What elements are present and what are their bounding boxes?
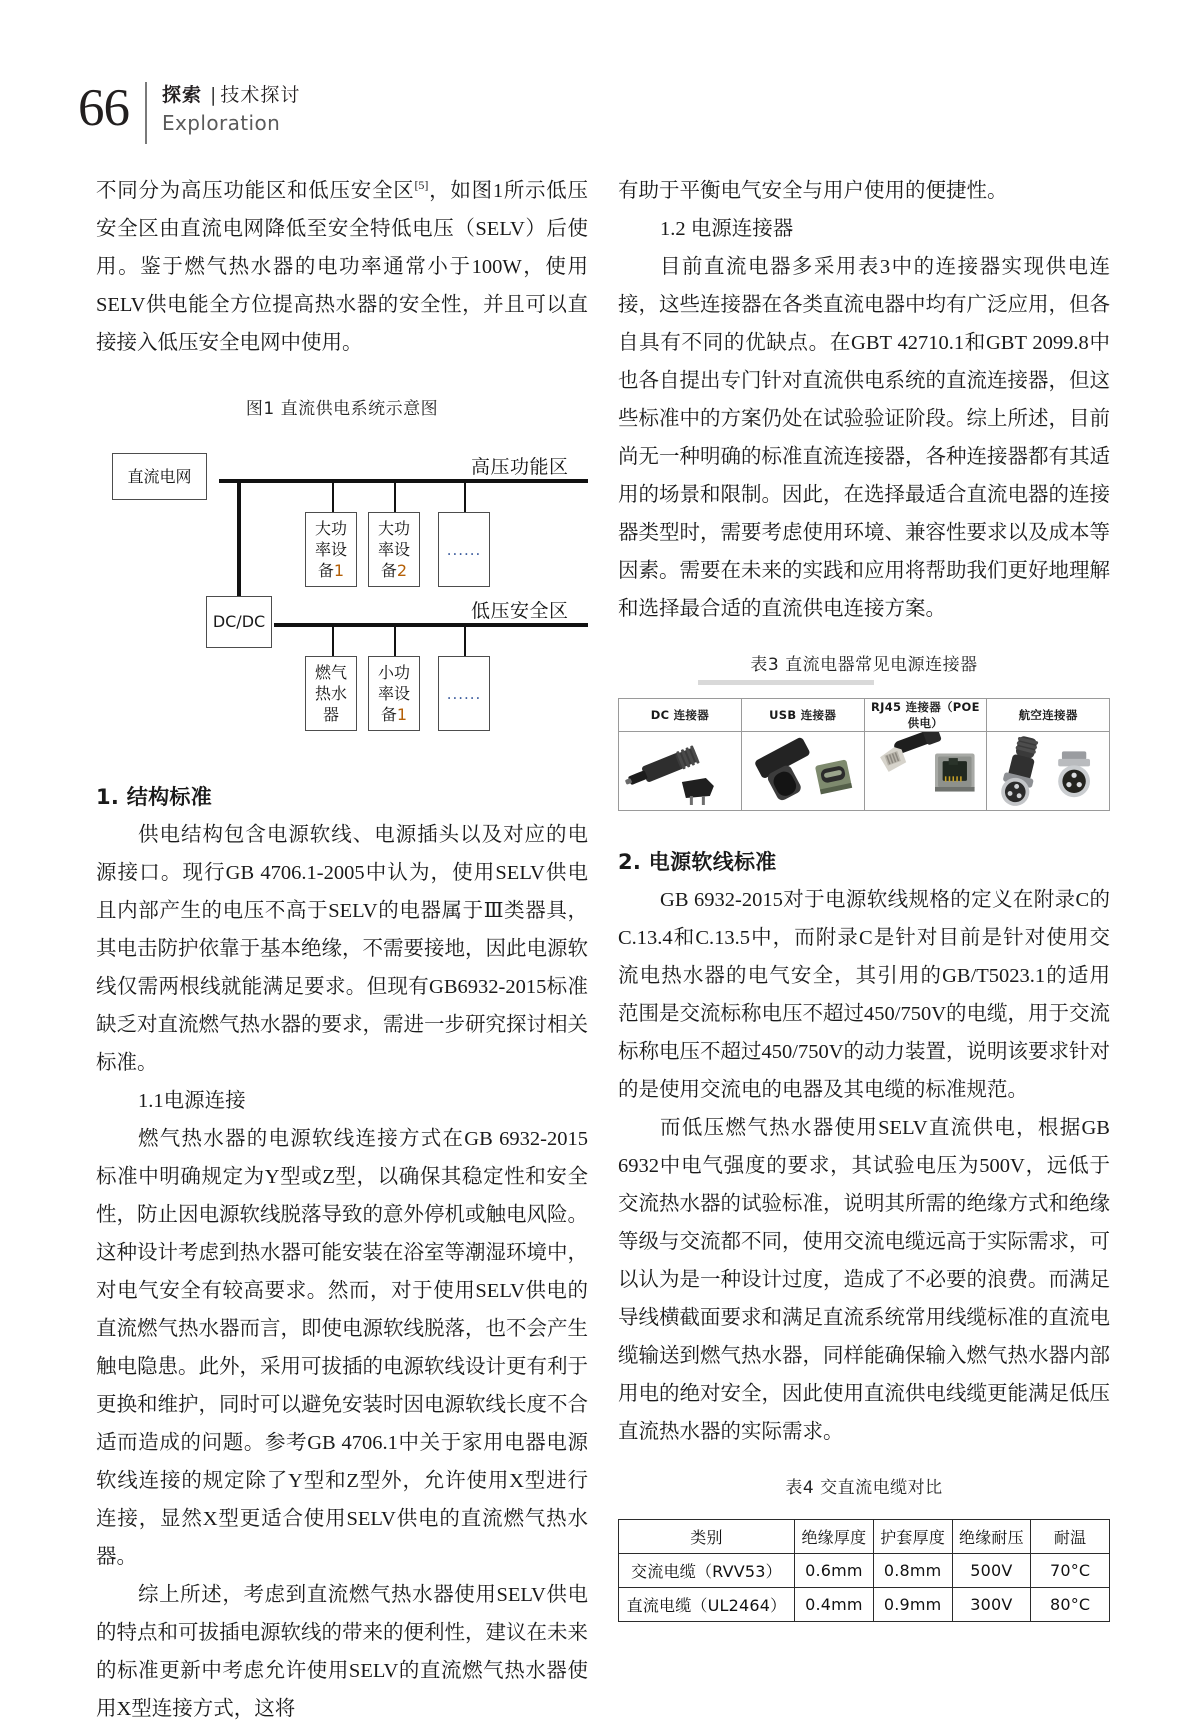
figure-box-heater-text	[315, 662, 347, 725]
table-3-cell-rj45	[864, 732, 987, 811]
figure-box-high-more	[438, 512, 490, 587]
figure-box-lp1-line2: 率设	[377, 684, 410, 703]
header-separator: |	[210, 84, 218, 106]
stub-low-device-2	[394, 623, 396, 657]
table-4-caption: 表4 交直流电缆对比	[785, 1478, 943, 1498]
table-3-cell-dc	[619, 732, 742, 811]
figure-box-dc-grid-label: 直流电网	[127, 466, 192, 486]
table-3-header-dc: DC 连接器	[619, 699, 742, 732]
stub-high-device-3	[464, 479, 466, 513]
bus-trunk-vertical	[237, 479, 241, 598]
figure-box-high-power-device-2	[368, 512, 420, 587]
figure-box-low-more-label: ......	[446, 684, 482, 703]
table-4-header-row	[619, 1520, 1110, 1554]
paragraph-summary-x-type: 综上所述，考虑到直流燃气热水器使用SELV供电的特点和可拔插电源软线的带来的便利性，建议在未来的标准更新中考虑允许使用SELV的直流燃气热水器使用X型连接方式，这将	[96, 1584, 588, 1720]
figure-box-low-power-device-1	[368, 656, 420, 731]
table-4-header-insulation-thickness: 绝缘厚度	[795, 1520, 874, 1554]
table-4-r2-category: 直流电缆（UL2464）	[619, 1588, 795, 1622]
figure-box-dc-grid	[112, 453, 207, 500]
table-3-image-row	[619, 732, 1110, 811]
table-row	[619, 1588, 1110, 1622]
citation-ref-5: [5]	[414, 178, 429, 193]
table-3-header-rj45: RJ45 连接器（POE 供电）	[864, 699, 987, 732]
table-4-r1-voltage: 500V	[952, 1554, 1031, 1588]
table-3-header-usb: USB 连接器	[741, 699, 864, 732]
figure-box-lp1-index: 1	[396, 705, 408, 724]
right-text-column	[618, 172, 1110, 1622]
table-4-r2-temp: 80°C	[1031, 1588, 1110, 1622]
figure-box-dcdc	[206, 596, 272, 648]
stub-low-device-1	[332, 623, 334, 657]
stub-high-device-1	[332, 479, 334, 513]
table-4-r1-temp: 70°C	[1031, 1554, 1110, 1588]
header-subsection-cn: 技术探讨	[220, 84, 301, 106]
table-4-header-sheath-thickness: 护套厚度	[873, 1520, 952, 1554]
figure-box-lp1-line1: 小功	[377, 663, 410, 682]
table-4-r1-sheath: 0.8mm	[873, 1554, 952, 1588]
table-4-header-category: 类别	[619, 1520, 795, 1554]
page-running-header	[78, 78, 300, 150]
figure-1-dc-power-system-diagram	[96, 446, 588, 768]
figure-box-hp1-line1: 大功	[314, 519, 347, 538]
left-text-column	[96, 172, 588, 1728]
figure-box-gas-water-heater	[305, 656, 357, 731]
dc-barrel-connector-photo	[619, 732, 741, 810]
figure-box-hp1-line2: 率设	[314, 540, 347, 559]
paragraph-connectors: 目前直流电器多采用表3中的连接器实现供电连接，这些连接器在各类直流电器中均有广泛应用，但各自具有不同的优缺点。在GBT 42710.1和GBT 2099.8中也各自提出专门针对直流供电系统的直流连接器，但这些标准中的方案仍处在试验验证阶段。综上所述，目前尚无一种明确的标准直流连接器，各种连接器都有其适用的场景和限制。因此，在选择最适合直流电器的连接器类型时，需要考虑使用环境、兼容性要求以及成本等因素。需要在未来的实践和应用将帮助我们更好地理解和选择最合适的直流供电连接方案。	[618, 256, 1110, 620]
paragraph-intro-part2: ，如图1所示低压安全区由直流电网降低至安全特低电压（SELV）后使用。鉴于燃气热水器的电功率通常小于100W，使用SELV供电能全方位提高热水器的安全性，并且可以直接接入低压安全电网中使用。	[96, 180, 589, 354]
stub-high-device-2	[394, 479, 396, 513]
page-number: 66	[78, 79, 129, 137]
figure-box-dcdc-label: DC/DC	[212, 612, 266, 631]
figure-zone-label-high-voltage: 高压功能区	[471, 456, 569, 478]
table-3-cell-usb	[741, 732, 864, 811]
table-3-cell-aviation	[987, 732, 1110, 811]
table-4-r1-category: 交流电缆（RVV53）	[619, 1554, 795, 1588]
figure-box-hp1-line3: 备	[317, 561, 334, 580]
table-4-r2-insulation: 0.4mm	[795, 1588, 874, 1622]
table-3-header-row	[619, 699, 1110, 732]
figure-box-hp2-line1: 大功	[377, 519, 410, 538]
paragraph-intro-part1: 不同分为高压功能区和低压安全区	[96, 180, 415, 202]
figure-box-heater-line1: 燃气	[314, 663, 347, 682]
header-divider	[145, 82, 147, 144]
figure-box-heater-line2: 热水	[314, 684, 347, 703]
table-4-r2-voltage: 300V	[952, 1588, 1031, 1622]
paragraph-cord-standard: GB 6932-2015对于电源软线规格的定义在附录C的C.13.4和C.13.5中，而附录C是针对目前是针对使用交流电热水器的电气安全，其引用的GB/T5023.1的适用范围是交流标称电压不超过450/750V的电缆，用于交流标称电压不超过450/750V的动力装置，说明该要求针对的是使用交流电的电器及其电缆的标准规范。	[618, 889, 1110, 1101]
header-section-cn: 探索	[162, 84, 203, 106]
figure-box-hp2-line3: 备	[380, 561, 397, 580]
table-3-dc-connectors	[618, 698, 1110, 811]
table-3-caption: 表3 直流电器常见电源连接器	[750, 655, 978, 675]
heading-subsection-1-2: 1.2 电源连接器	[660, 218, 794, 240]
stub-low-device-3	[464, 623, 466, 657]
heading-section-1: 1. 结构标准	[96, 785, 212, 809]
header-text-group	[162, 78, 300, 138]
paragraph-intro	[96, 172, 588, 362]
table-4-r1-insulation: 0.6mm	[795, 1554, 874, 1588]
table-4-r2-sheath: 0.9mm	[873, 1588, 952, 1622]
header-english-line: Exploration	[162, 111, 281, 135]
figure-box-high-more-label: ......	[446, 540, 482, 559]
rj45-connector-photo	[865, 732, 987, 810]
aviation-connector-photo	[987, 732, 1109, 810]
bus-low-voltage	[274, 623, 588, 627]
figure-box-hp2-text	[378, 518, 410, 581]
figure-box-hp2-line2: 率设	[377, 540, 410, 559]
heading-subsection-1-1: 1.1电源连接	[138, 1090, 246, 1112]
paragraph-continuation: 有助于平衡电气安全与用户使用的便捷性。	[618, 180, 1008, 202]
table-row	[619, 1554, 1110, 1588]
paragraph-selv-dc-supply: 而低压燃气热水器使用SELV直流供电，根据GB 6932中电气强度的要求，其试验电压为500V，远低于交流热水器的试验标准，说明其所需的绝缘方式和绝缘等级与交流都不同，使用交流电缆远高于实际需求，可以认为是一种设计过度，造成了不必要的浪费。而满足导线横截面要求和满足直流系统常用线缆标准的直流电缆输送到燃气热水器，同样能确保输入燃气热水器内部用电的绝对安全，因此使用直流供电线缆更能满足低压直流热水器的实际需求。	[618, 1117, 1110, 1443]
figure-box-lp1-text	[378, 662, 410, 725]
figure-1-caption: 图1 直流供电系统示意图	[245, 399, 439, 419]
figure-box-lp1-line3: 备	[380, 705, 397, 724]
figure-box-hp1-index: 1	[333, 561, 345, 580]
paragraph-structure-standard: 供电结构包含电源软线、电源插头以及对应的电源接口。现行GB 4706.1-2005中认为，使用SELV供电且内部产生的电压不高于SELV的电器属于Ⅲ类器具，其电击防护依靠于基本绝缘，不需要接地，因此电源软线仅需两根线就能满足要求。但现有GB6932-2015标准缺乏对直流燃气热水器的要求，需进一步研究探讨相关标准。	[96, 824, 588, 1074]
bus-high-voltage	[219, 479, 588, 483]
figure-box-hp1-text	[315, 518, 347, 581]
figure-box-heater-line3: 器	[322, 705, 339, 724]
table-4-header-temperature-rating: 耐温	[1031, 1520, 1110, 1554]
heading-section-2: 2. 电源软线标准	[618, 850, 777, 874]
table-4-header-dielectric-strength: 绝缘耐压	[952, 1520, 1031, 1554]
figure-zone-label-low-voltage: 低压安全区	[471, 600, 569, 622]
figure-box-high-power-device-1	[305, 512, 357, 587]
table-3-header-aviation: 航空连接器	[987, 699, 1110, 732]
table-3-top-stripe	[698, 680, 874, 685]
table-4-cable-comparison	[618, 1519, 1110, 1622]
paragraph-power-connection: 燃气热水器的电源软线连接方式在GB 6932-2015标准中明确规定为Y型或Z型，以确保其稳定性和安全性，防止因电源软线脱落导致的意外停机或触电风险。这种设计考虑到热水器可能安装在浴室等潮湿环境中，对电气安全有较高要求。然而，对于使用SELV供电的直流燃气热水器而言，即使电源软线脱落，也不会产生触电隐患。此外，采用可拔插的电源软线设计更有利于更换和维护，同时可以避免安装时因电源软线长度不合适而造成的问题。参考GB 4706.1中关于家用电器电源软线连接的规定除了Y型和Z型外，允许使用X型进行连接，显然X型更适合使用SELV供电的直流燃气热水器。	[96, 1128, 588, 1568]
figure-box-low-more	[438, 656, 490, 731]
usb-c-connector-photo	[742, 732, 864, 810]
figure-box-hp2-index: 2	[396, 561, 408, 580]
header-chinese-line	[162, 82, 300, 108]
